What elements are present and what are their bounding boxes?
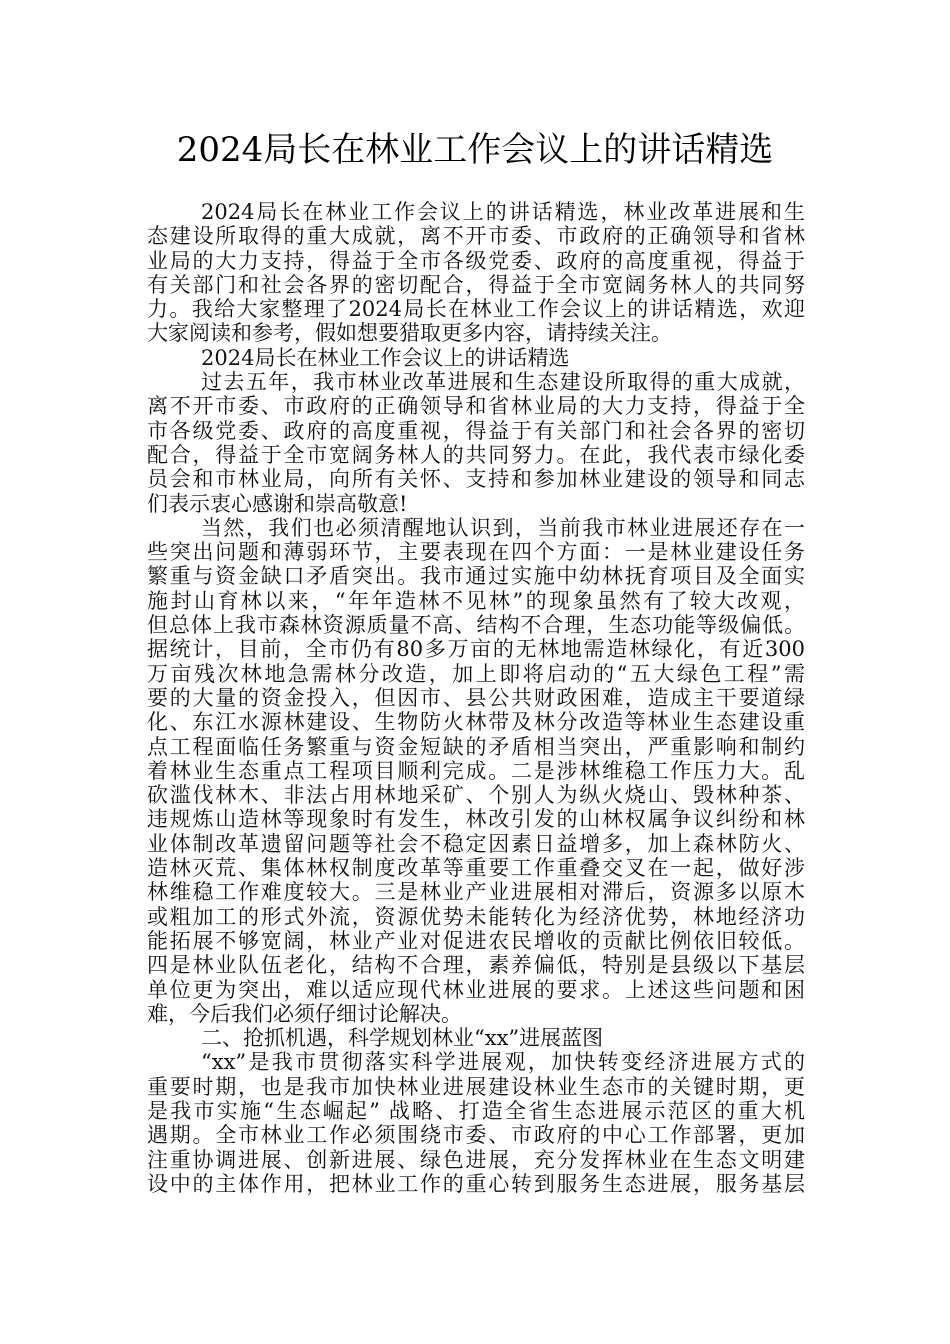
body-line: 或粗加工的形式外流，资源优势未能转化为经济优势，林地经济功	[147, 904, 805, 929]
body-line: 难，今后我们必须仔细讨论解决。	[147, 1001, 462, 1026]
body-line: 遇期。全市林业工作必须围绕市委、市政府的中心工作部署，更加	[147, 1123, 805, 1148]
body-line: 配合，得益于全市宽阔务林人的共同努力。在此，我代表市绿化委	[147, 442, 805, 467]
body-line: 点工程面临任务繁重与资金短缺的矛盾相当突出，严重影响和制约	[147, 734, 805, 759]
body-line: 重要时期，也是我市加快林业进展建设林业生态市的关键时期，更	[147, 1074, 805, 1099]
body-line: 砍滥伐林木、非法占用林地采矿、个别人为纵火烧山、毁林种茶、	[147, 783, 805, 808]
body-line: 大家阅读和参考，假如想要猎取更多内容，请持续关注。	[147, 321, 672, 346]
body-line: 注重协调进展、创新进展、绿色进展，充分发挥林业在生态文明建	[147, 1147, 805, 1172]
body-line: 但总体上我市森林资源质量不高、结构不合理，生态功能等级偏低。	[147, 613, 805, 638]
body-line: 能拓展不够宽阔，林业产业对促进农民增收的贡献比例依旧较低。	[147, 928, 805, 953]
body-line: 们表示衷心感谢和崇高敬意!	[147, 491, 408, 516]
body-line: 有关部门和社会各界的密切配合，得益于全市宽阔务林人的共同努	[147, 272, 805, 297]
body-line: 2024局长在林业工作会议上的讲话精选，林业改革进展和生	[201, 200, 805, 224]
body-line: 着林业生态重点工程项目顺利完成。二是涉林维稳工作压力大。乱	[147, 758, 805, 783]
body-line: 万亩残次林地急需林分改造，加上即将启动的“五大绿色工程”需	[147, 661, 805, 686]
body-line: 四是林业队伍老化，结构不合理，素养偏低，特别是县级以下基层	[147, 953, 805, 978]
body-line: 违规炼山造林等现象时有发生，林改引发的山林权属争议纠纷和林	[147, 807, 805, 832]
section-heading-line: 二、抢抓机遇，科学规划林业“xx”进展蓝图	[201, 1026, 604, 1051]
body-line: 造林灭荒、集体林权制度改革等重要工作重叠交叉在一起，做好涉	[147, 856, 805, 881]
body-line: 业体制改革遗留问题等社会不稳定因素日益增多，加上森林防火、	[147, 831, 805, 856]
body-line: 设中的主体作用，把林业工作的重心转到服务生态进展，服务基层	[147, 1171, 805, 1196]
document-body	[147, 200, 805, 1196]
body-line: “xx”是我市贯彻落实科学进展观，加快转变经济进展方式的	[201, 1050, 805, 1075]
body-line: 过去五年，我市林业改革进展和生态建设所取得的重大成就，	[201, 370, 805, 395]
body-line: 林维稳工作难度较大。三是林业产业进展相对滞后，资源多以原木	[147, 880, 805, 905]
body-line: 市各级党委、政府的高度重视，得益于有关部门和社会各界的密切	[147, 418, 805, 443]
body-line: 员会和市林业局，向所有关怀、支持和参加林业建设的领导和同志	[147, 467, 805, 492]
body-heading-line: 2024局长在林业工作会议上的讲话精选	[201, 345, 570, 370]
body-line: 些突出问题和薄弱环节，主要表现在四个方面：一是林业建设任务	[147, 540, 805, 565]
body-line: 据统计，目前，全市仍有80多万亩的无林地需造林绿化，有近300	[147, 637, 805, 662]
body-line: 是我市实施“生态崛起” 战略、打造全省生态进展示范区的重大机	[147, 1098, 805, 1123]
body-line: 化、东江水源林建设、生物防火林带及林分改造等林业生态建设重	[147, 710, 805, 735]
body-line: 当然，我们也必须清醒地认识到，当前我市林业进展还存在一	[201, 515, 805, 540]
body-line: 力。我给大家整理了2024局长在林业工作会议上的讲话精选，欢迎	[147, 297, 805, 322]
body-line: 要的大量的资金投入，但因市、县公共财政困难，造成主干要道绿	[147, 685, 805, 710]
body-line: 施封山育林以来，“年年造林不见林”的现象虽然有了较大改观，	[147, 588, 805, 613]
body-line: 业局的大力支持，得益于全市各级党委、政府的高度重视，得益于	[147, 248, 805, 273]
body-line: 单位更为突出，难以适应现代林业进展的要求。上述这些问题和困	[147, 977, 805, 1002]
body-line: 态建设所取得的重大成就，离不开市委、市政府的正确领导和省林	[147, 224, 805, 249]
document-title: 2024局长在林业工作会议上的讲话精选	[176, 130, 774, 170]
body-line: 繁重与资金缺口矛盾突出。我市通过实施中幼林抚育项目及全面实	[147, 564, 805, 589]
body-line: 离不开市委、市政府的正确领导和省林业局的大力支持，得益于全	[147, 394, 805, 419]
